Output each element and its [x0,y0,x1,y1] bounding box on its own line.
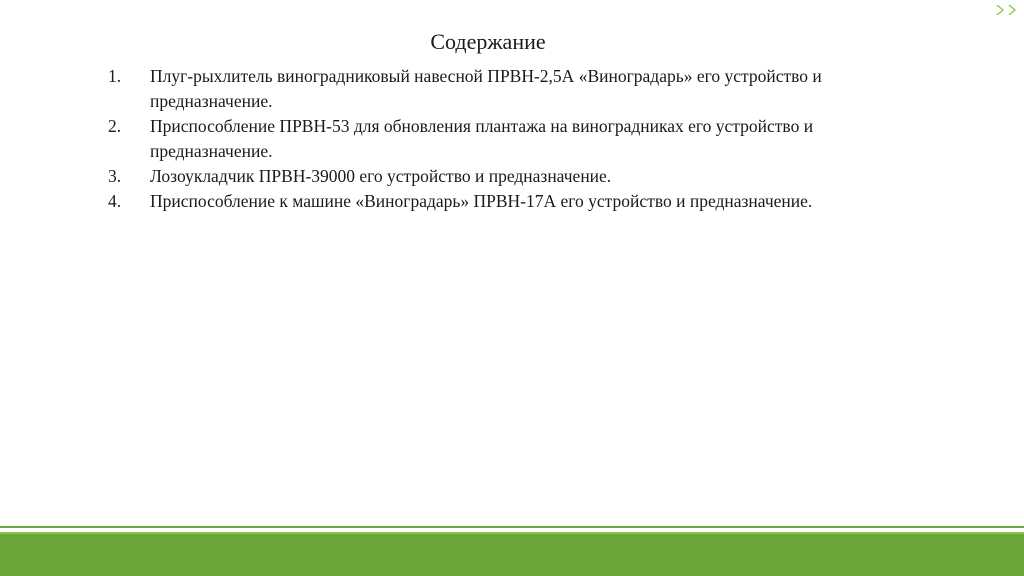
list-item [108,114,868,164]
list-item-number: 1. [108,66,122,86]
list-item-number: 3. [108,166,122,186]
contents-list [108,64,868,214]
list-item-text: Плуг-рыхлитель виноградниковый навесной ПРВН-2,5А «Виноградарь» его устройство и предназначение. [150,66,822,111]
list-item [108,164,868,189]
list-item-text: Приспособление ПРВН-53 для обновления плантажа на виноградниках его устройство и предназначение. [150,116,814,161]
corner-chevrons [994,4,1018,16]
list-item-number: 2. [108,116,122,136]
chevron-right-icon [994,4,1006,16]
list-item-text: Приспособление к машине «Виноградарь» ПРВН-17А его устройство и предназначение. [150,191,813,211]
footer-bar [0,532,1024,576]
list-item-number: 4. [108,191,122,211]
list-item [108,189,868,214]
chevron-right-icon [1006,4,1018,16]
slide-title: Содержание [430,29,546,54]
list-item [108,64,868,114]
list-item-text: Лозоукладчик ПРВН-39000 его устройство и предназначение. [150,166,612,186]
